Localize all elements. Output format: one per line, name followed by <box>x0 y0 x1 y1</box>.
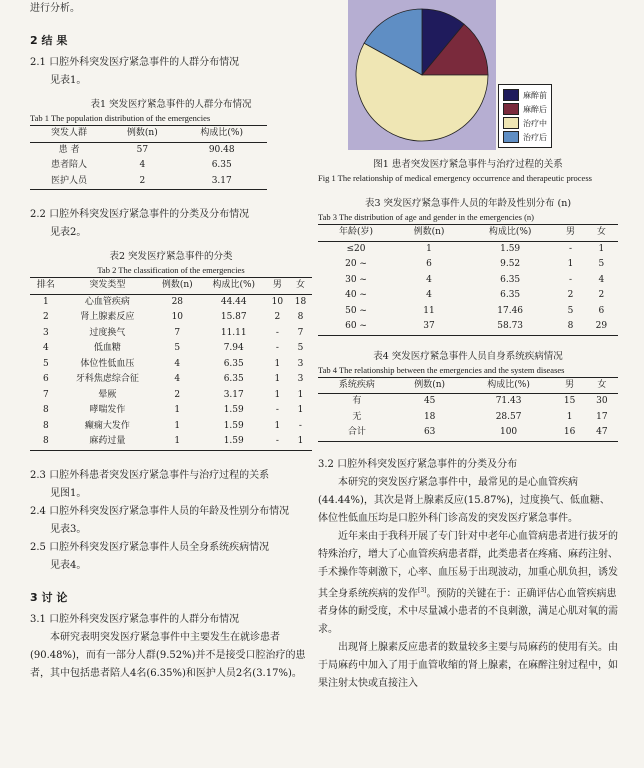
table-2-header: 排名 <box>36 280 55 290</box>
cell: 47 <box>596 427 608 437</box>
cell: 8 <box>43 436 49 446</box>
table-4-header: 男 <box>565 379 575 390</box>
table-row <box>30 326 312 342</box>
legend-swatch <box>503 131 519 143</box>
cell: 1 <box>426 243 432 254</box>
table-3-header: 构成比(%) <box>488 227 532 237</box>
cell: 8 <box>43 420 49 431</box>
section-2-5-ref: 见表4。 <box>50 559 87 571</box>
cell: 6.35 <box>500 290 521 300</box>
table-row <box>318 425 618 441</box>
cell: 1 <box>274 358 281 369</box>
cell: 1 <box>274 374 281 384</box>
table-4-header: 系统疾病 <box>338 379 375 390</box>
cell: 20 ~ <box>345 259 367 269</box>
cell: 6.35 <box>211 160 232 170</box>
table-row <box>30 403 312 419</box>
section-3-2-para-1: 本研究的突发医疗紧急事件中，最常见的是心血管疾病(44.44%)，其次是肾上腺素反应(15.87%)，过度换气、低血糖、体位性低血压均是口腔外科门诊高发的突发医疗紧急事件。 <box>318 476 610 524</box>
cell: 16 <box>563 427 576 437</box>
left-column <box>30 0 312 683</box>
cell: 57 <box>136 144 149 155</box>
cell: 63 <box>423 427 436 437</box>
table-row <box>30 174 267 190</box>
cell: ≤20 <box>346 243 366 254</box>
cell: 晕厥 <box>98 389 117 400</box>
cell: 医护人员 <box>51 175 88 186</box>
table-3-header: 男 <box>566 227 576 237</box>
cell: 4 <box>174 358 181 369</box>
table-4 <box>318 377 618 442</box>
table-row <box>318 273 618 289</box>
table-row <box>30 158 267 174</box>
cell: 18 <box>423 411 436 422</box>
table-4-caption: 表4 突发医疗紧急事件人员自身系统疾病情况 <box>373 350 563 362</box>
cell: 肾上腺素反应 <box>80 312 135 322</box>
table-row <box>30 310 312 326</box>
table-2-header: 例数(n) <box>161 280 193 290</box>
cell: 100 <box>499 427 518 437</box>
cell: 合计 <box>347 427 366 437</box>
table-row <box>318 319 618 335</box>
section-2-1-ref: 见表1。 <box>50 75 87 86</box>
cell: - <box>275 436 279 446</box>
cell: 无 <box>352 411 362 422</box>
cell: 6 <box>598 305 605 316</box>
cell: 4 <box>426 274 432 285</box>
figure-1 <box>318 0 618 150</box>
cell: 8 <box>297 312 304 322</box>
cell: 5 <box>174 343 181 353</box>
cell: 30 ~ <box>345 274 367 285</box>
intro-fragment: 进行分析。 <box>30 3 80 14</box>
section-2-5-title: 2.5 口腔外科突发医疗紧急事件人员全身系统疾病情况 <box>30 541 270 553</box>
cell: 11 <box>423 305 435 316</box>
legend-item <box>503 116 547 130</box>
cell: 50 ~ <box>345 305 367 316</box>
section-3-2-para-2 <box>318 528 618 639</box>
cell: 4 <box>174 374 181 384</box>
cell: 37 <box>423 321 435 331</box>
pie-legend <box>498 84 552 148</box>
table-3-caption: 表3 突发医疗紧急事件人员的年龄及性别分布 (n) <box>364 198 572 209</box>
cell: 58.73 <box>497 321 524 331</box>
table-row <box>318 304 618 320</box>
cell: 2 <box>598 290 605 300</box>
table-4-header: 女 <box>597 379 607 390</box>
cell: 哮喘发作 <box>89 405 126 415</box>
table-2-header: 构成比(%) <box>212 280 256 290</box>
table-3 <box>318 224 618 336</box>
table-1-header: 构成比(%) <box>200 128 243 138</box>
cell: 40 ~ <box>345 290 367 300</box>
table-row <box>30 341 312 357</box>
cell: 3 <box>297 358 304 369</box>
section-2-heading: 2 结 果 <box>30 34 68 47</box>
cell: 体位性低血压 <box>80 358 135 369</box>
section-3-2-para-3: 出现肾上腺素反应患者的数量较多主要与局麻药的使用有关。由于局麻药中加入了用于血管收缩的肾上腺素，在麻醉注射过程中，如果注射太快或直接注入 <box>318 641 618 689</box>
cell: - <box>275 343 279 353</box>
cell: 4 <box>139 160 146 170</box>
cell: 7.94 <box>223 343 244 353</box>
cell: 3 <box>297 374 304 384</box>
table-4-body <box>318 394 618 442</box>
cell: 11.11 <box>220 327 247 338</box>
cell: 2 <box>274 312 281 322</box>
cell: 6.35 <box>223 358 244 369</box>
table-row <box>30 294 312 310</box>
cell: 1 <box>297 405 304 415</box>
cell: 牙科焦虑综合征 <box>75 374 139 384</box>
figure-1-caption: 图1 患者突发医疗紧急事件与治疗过程的关系 <box>373 159 563 170</box>
section-2-3-ref: 见图1。 <box>50 487 87 499</box>
cell: 1 <box>297 389 304 400</box>
legend-swatch <box>503 89 519 101</box>
para-text: 近年来由于我科开展了专门针对中老年心血管病患者进行拔牙的特殊治疗，增大了心血管疾病患者群，此类患者在疼痛、麻药注射、手术操作等刺激下，心率、血压易于出现波动，加重心肌负担，诱发其全身系统疾病的发作 <box>318 530 618 599</box>
cell: 10 <box>271 296 284 307</box>
table-3-caption-en: Tab 3 The distribution of age and gender in the emergencies (n) <box>318 212 535 222</box>
cell: - <box>298 420 302 431</box>
table-row <box>318 241 618 257</box>
section-2-1-title: 2.1 口腔外科突发医疗紧急事件的人群分布情况 <box>30 57 240 68</box>
cell: 1.59 <box>223 420 244 431</box>
cell: 心血管疾病 <box>84 296 130 307</box>
cell: 低血糖 <box>93 343 121 353</box>
table-row <box>30 142 267 158</box>
table-1-caption: 表1 突发医疗紧急事件的人群分布情况 <box>90 99 252 110</box>
cell: 1 <box>566 411 573 422</box>
cell: 1 <box>274 389 281 400</box>
cell: 6 <box>426 259 432 269</box>
legend-label: 麻醉前 <box>523 90 547 100</box>
cell: 1.59 <box>500 243 521 254</box>
table-2-header: 男 <box>272 280 282 290</box>
cell: 15.87 <box>220 312 247 322</box>
table-3-header: 年龄(岁) <box>339 227 374 237</box>
cell: 1 <box>274 420 281 431</box>
table-row <box>30 419 312 435</box>
legend-item <box>503 88 547 102</box>
cell: 7 <box>297 327 304 338</box>
table-3-body <box>318 241 618 335</box>
cell: 2 <box>567 290 574 300</box>
citation-ref: [3] <box>418 586 427 594</box>
cell: 29 <box>595 321 608 331</box>
cell: 45 <box>423 396 436 406</box>
cell: 5 <box>297 343 304 353</box>
cell: 44.44 <box>220 296 247 307</box>
cell: 4 <box>598 274 605 285</box>
cell: 6.35 <box>223 374 244 384</box>
cell: - <box>275 405 279 415</box>
cell: 9.52 <box>500 259 521 269</box>
cell: 1 <box>297 436 304 446</box>
table-row <box>318 288 618 304</box>
cell: 6 <box>43 374 49 384</box>
legend-item <box>503 102 547 116</box>
cell: 1.59 <box>223 436 244 446</box>
cell: 患 者 <box>58 144 80 155</box>
table-row <box>318 257 618 273</box>
table-2-body <box>30 294 312 450</box>
right-column <box>318 0 618 693</box>
table-row <box>318 394 618 410</box>
cell: 5 <box>43 358 49 369</box>
cell: 1 <box>174 436 181 446</box>
legend-swatch <box>503 103 519 115</box>
cell: 1 <box>174 405 181 415</box>
cell: 7 <box>174 327 181 338</box>
table-4-caption-en: Tab 4 The relationship between the emergencies and the system diseases <box>318 364 565 375</box>
cell: 30 <box>596 396 608 406</box>
cell: 麻药过量 <box>89 436 126 446</box>
cell: 18 <box>294 296 307 307</box>
table-1-header: 突发人群 <box>51 128 88 138</box>
cell: 71.43 <box>495 396 522 406</box>
legend-label: 治疗后 <box>523 132 547 142</box>
cell: - <box>569 243 573 254</box>
cell: 4 <box>426 290 432 300</box>
table-row <box>30 372 312 388</box>
legend-label: 麻醉后 <box>523 104 547 114</box>
section-2-2-ref: 见表2。 <box>50 227 87 238</box>
para-text: 。预防的关键在于：正确评估心血管疾病患者身体的耐受度，术中尽量减小患者的不良刺激，满足心肌对氧的需求。 <box>318 587 618 635</box>
table-3-header: 例数(n) <box>413 227 445 237</box>
section-3-heading: 3 讨 论 <box>30 590 68 604</box>
cell: 3.17 <box>211 175 232 186</box>
table-row <box>30 434 312 450</box>
table-row <box>30 357 312 373</box>
cell: 6.35 <box>500 274 521 285</box>
cell: 1 <box>43 296 49 307</box>
cell: 患者陪人 <box>51 160 88 170</box>
cell: 17 <box>596 411 608 422</box>
table-1-caption-en: Tab 1 The population distribution of the emergencies <box>30 113 211 123</box>
cell: 7 <box>43 389 49 400</box>
table-4-header: 构成比(%) <box>487 379 530 390</box>
cell: 8 <box>43 405 49 415</box>
section-3-1-title: 3.1 口腔外科突发医疗紧急事件的人群分布情况 <box>30 613 240 625</box>
cell: 60 ~ <box>345 321 367 331</box>
section-2-4-ref: 见表3。 <box>50 523 87 535</box>
cell: 90.48 <box>208 144 235 155</box>
table-row <box>318 410 618 426</box>
legend-label: 治疗中 <box>523 118 547 128</box>
table-1-header: 例数(n) <box>126 128 158 138</box>
cell: 1 <box>174 420 181 431</box>
table-4-header: 例数(n) <box>414 379 446 390</box>
cell: 17.46 <box>497 305 524 316</box>
cell: 5 <box>567 305 574 316</box>
table-3-header: 女 <box>596 227 606 237</box>
cell: 15 <box>563 396 576 406</box>
legend-item <box>503 130 547 144</box>
cell: 5 <box>598 259 605 269</box>
table-2-header: 女 <box>295 280 305 290</box>
cell: 有 <box>352 396 362 406</box>
legend-swatch <box>503 117 519 129</box>
section-3-2-title: 3.2 口腔外科突发医疗紧急事件的分类及分布 <box>318 458 518 470</box>
cell: 28.57 <box>495 411 522 422</box>
section-3-1-body: 本研究表明突发医疗紧急事件中主要发生在就诊患者(90.48%)，而有一部分人群(9.52%)并不是接受口腔治疗的患者，其中包括患者陪人4名(6.35%)和医护人员2名(3.17%)。 <box>30 631 306 679</box>
cell: 4 <box>43 343 49 353</box>
table-2-caption-en: Tab 2 The classification of the emergencies <box>97 265 245 275</box>
cell: 1 <box>567 259 574 269</box>
figure-1-caption-en: Fig 1 The relationship of medical emergency occurrence and therapeutic process <box>318 173 592 183</box>
cell: 1.59 <box>223 405 244 415</box>
table-2-caption: 表2 突发医疗紧急事件的分类 <box>109 251 233 262</box>
cell: 1 <box>598 243 605 254</box>
cell: 2 <box>43 312 49 322</box>
cell: 10 <box>171 312 184 322</box>
section-2-3-title: 2.3 口腔外科患者突发医疗紧急事件与治疗过程的关系 <box>30 469 270 481</box>
cell: 8 <box>567 321 574 331</box>
cell: 癫痫大发作 <box>84 420 130 431</box>
pie-slices <box>356 9 488 141</box>
table-2-header: 突发类型 <box>89 280 126 290</box>
section-2-2-title: 2.2 口腔外科突发医疗紧急事件的分类及分布情况 <box>30 209 250 220</box>
cell: 28 <box>171 296 184 307</box>
table-1 <box>30 125 267 190</box>
table-2 <box>30 277 312 451</box>
table-row <box>30 388 312 404</box>
cell: 2 <box>139 175 146 186</box>
cell: - <box>569 274 573 285</box>
cell: 过度换气 <box>89 327 126 338</box>
cell: - <box>275 327 279 338</box>
cell: 2 <box>174 389 181 400</box>
cell: 3.17 <box>223 389 244 400</box>
section-2-4-title: 2.4 口腔外科突发医疗紧急事件人员的年龄及性别分布情况 <box>30 505 290 517</box>
pie-chart <box>318 0 618 150</box>
cell: 3 <box>43 327 49 338</box>
